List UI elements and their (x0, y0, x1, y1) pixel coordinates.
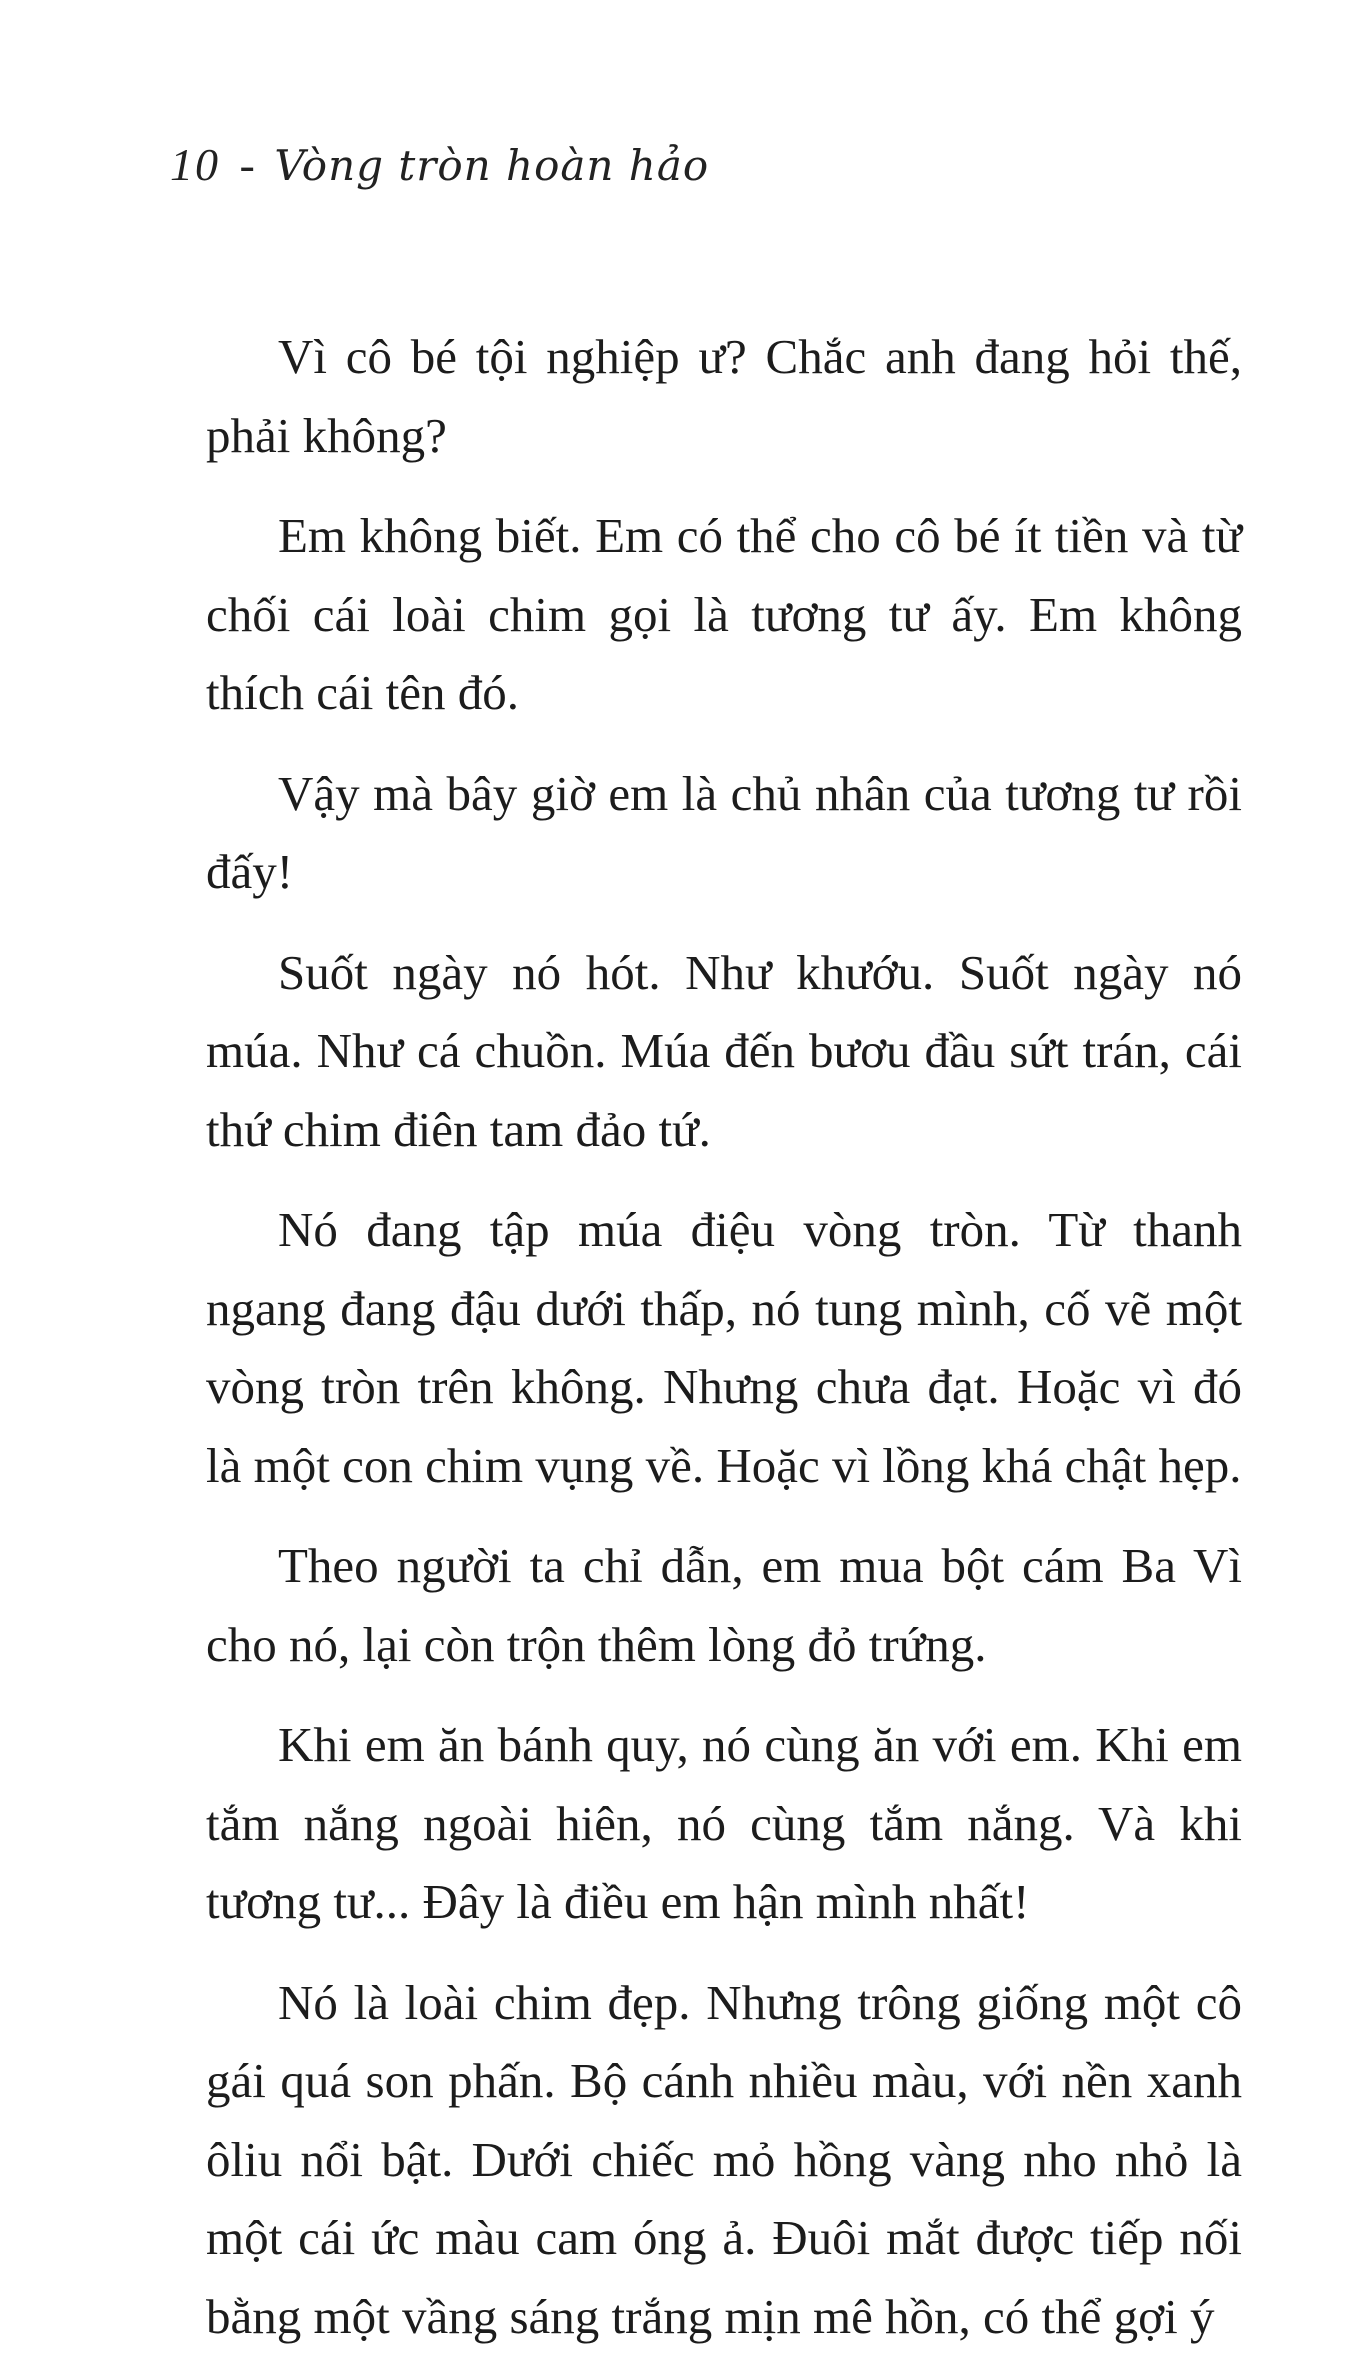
paragraph: Khi em ăn bánh quy, nó cùng ăn với em. Khi em tắm nắng ngoài hiên, nó cùng tắm nắng. Và khi tương tư... Đây là điều em hận mình nhất! (206, 1717, 1242, 1929)
page-number: 10 (170, 139, 220, 190)
body-text (206, 318, 1242, 2378)
paragraph: Em không biết. Em có thể cho cô bé ít tiền và từ chối cái loài chim gọi là tương tư ấy. Em không thích cái tên đó. (206, 508, 1242, 720)
paragraph: Nó đang tập múa điệu vòng tròn. Từ thanh ngang đang đậu dưới thấp, nó tung mình, cố vẽ một vòng tròn trên không. Nhưng chưa đạt. Hoặc vì đó là một con chim vụng về. Hoặc vì lồng khá chật hẹp. (206, 1202, 1242, 1493)
paragraph: Theo người ta chỉ dẫn, em mua bột cám Ba Vì cho nó, lại còn trộn thêm lòng đỏ trứng. (206, 1538, 1242, 1672)
paragraph: Vì cô bé tội nghiệp ư? Chắc anh đang hỏi thế, phải không? (206, 329, 1242, 463)
header-separator: - (239, 139, 255, 190)
paragraph: Suốt ngày nó hót. Như khướu. Suốt ngày nó múa. Như cá chuồn. Múa đến bươu đầu sứt trán, cái thứ chim điên tam đảo tứ. (206, 944, 1242, 1157)
paragraph: Vậy mà bây giờ em là chủ nhân của tương tư rồi đấy! (206, 765, 1242, 899)
running-header (170, 135, 709, 196)
paragraph: Nó là loài chim đẹp. Nhưng trông giống một cô gái quá son phấn. Bộ cánh nhiều màu, với nền xanh ôliu nổi bật. Dưới chiếc mỏ hồng vàng nho nhỏ là một cái ức màu cam óng ả. Đuôi mắt được tiếp nối bằng một vầng sáng trắng mịn mê hồn, có thể gợi ý (206, 1974, 1242, 2344)
chapter-title: Vòng tròn hoàn hảo (274, 141, 710, 190)
